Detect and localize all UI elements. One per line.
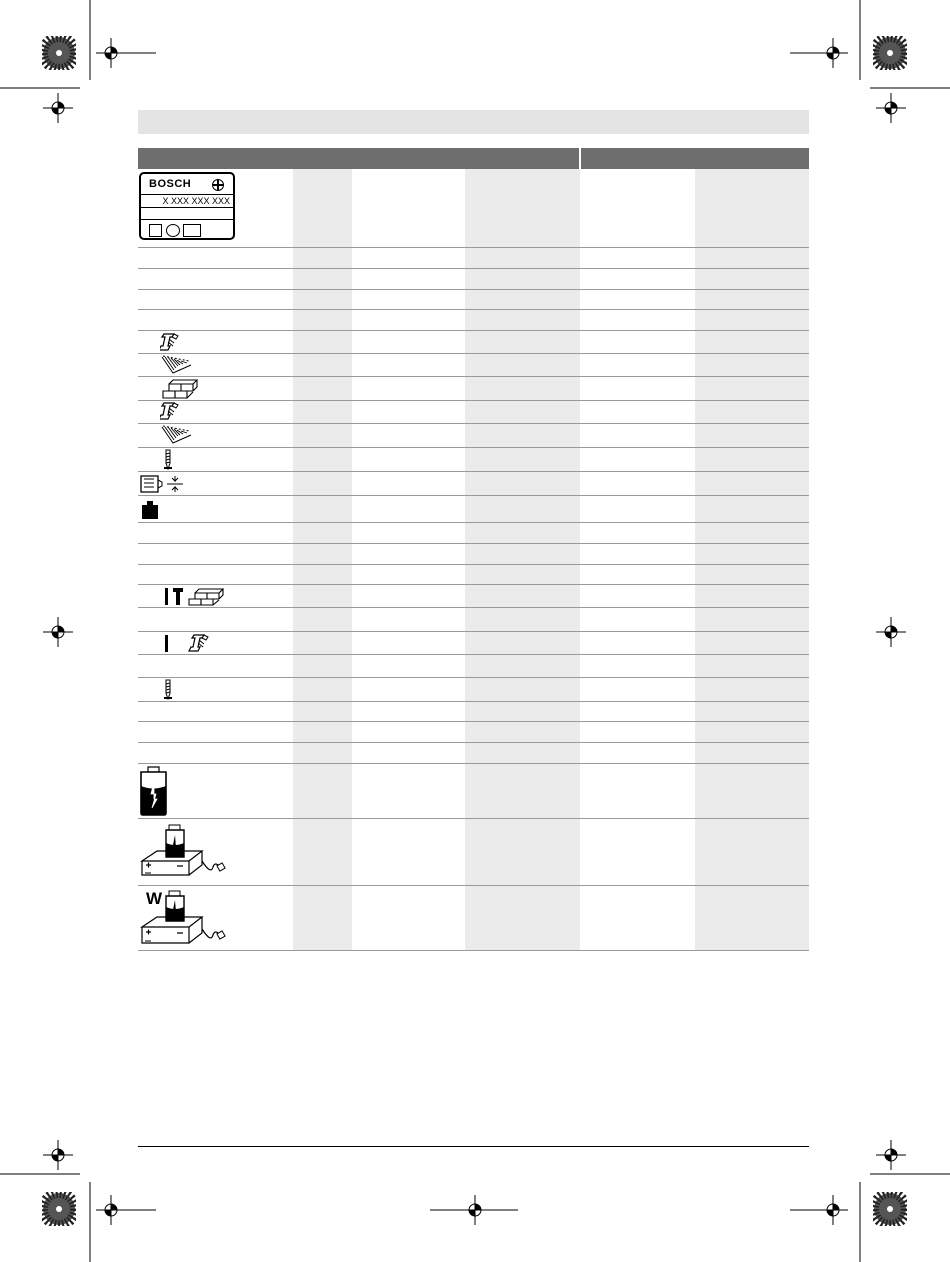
crosshair-mark: [876, 617, 906, 647]
table-row-line: [138, 353, 809, 354]
crop-tick: [430, 1203, 460, 1217]
table-row-line: [138, 950, 809, 951]
weight-icon: [141, 500, 159, 520]
crop-tick: [126, 46, 156, 60]
color-register-wheel: [42, 1192, 76, 1226]
crop-tick: [790, 46, 820, 60]
crosshair-mark: [96, 38, 126, 68]
globe-icon: [212, 179, 224, 191]
table-row-line: [138, 631, 809, 632]
crosshair-mark: [96, 1195, 126, 1225]
charger-wattage-label: W: [146, 889, 163, 908]
table-row-line: [138, 471, 809, 472]
square-symbol-icon: [149, 224, 162, 237]
table-row-line: [138, 423, 809, 424]
screw-icon: [163, 449, 173, 470]
table-row-line: [138, 701, 809, 702]
table-row-line: [138, 677, 809, 678]
table-row-line: [138, 495, 809, 496]
wood-icon: [161, 425, 193, 445]
table-row-line: [138, 447, 809, 448]
table-row-line: [138, 247, 809, 248]
table-row-line: [138, 543, 809, 544]
table-row-line: [138, 654, 809, 655]
table-row-line: [138, 885, 809, 886]
drill-bit-steel-icon: [162, 633, 212, 653]
table-row-line: [138, 584, 809, 585]
table-row-line: [138, 400, 809, 401]
shaded-column: [465, 169, 580, 950]
table-row-line: [138, 309, 809, 310]
crop-tick: [488, 1203, 518, 1217]
nameplate-divider: [141, 219, 233, 220]
charger-icon: [139, 823, 227, 879]
wood-icon: [161, 355, 193, 375]
crosshair-mark: [43, 1140, 73, 1170]
crosshair-mark: [460, 1195, 490, 1225]
rectangle-symbol-icon: [183, 224, 201, 237]
battery-icon: [139, 766, 169, 816]
steel-beam-icon: [160, 333, 180, 351]
table-header-separator: [579, 148, 581, 169]
crop-tick: [126, 1203, 156, 1217]
footer-rule: [138, 1146, 809, 1147]
nameplate-divider: [141, 207, 233, 208]
table-header-band: [138, 148, 809, 169]
nameplate-divider: [141, 194, 233, 195]
bosch-nameplate: [139, 172, 235, 240]
table-row-line: [138, 564, 809, 565]
crosshair-mark: [876, 1140, 906, 1170]
color-register-wheel: [873, 1192, 907, 1226]
table-row-line: [138, 721, 809, 722]
oval-symbol-icon: [166, 224, 180, 237]
steel-beam-icon: [160, 402, 180, 420]
table-row-line: [138, 268, 809, 269]
drill-bit-masonry-icon: [161, 586, 231, 606]
shaded-column: [695, 169, 809, 950]
table-row-line: [138, 522, 809, 523]
crop-tick: [790, 1203, 820, 1217]
screw-icon: [163, 679, 173, 700]
crosshair-mark: [43, 617, 73, 647]
table-row-line: [138, 763, 809, 764]
masonry-icon: [162, 378, 198, 399]
table-row-line: [138, 376, 809, 377]
crosshair-mark: [818, 1195, 848, 1225]
nameplate-number: X XXX XXX XXX: [162, 196, 230, 206]
table-row-line: [138, 818, 809, 819]
table-row-line: [138, 742, 809, 743]
color-register-wheel: [42, 36, 76, 70]
crosshair-mark: [43, 93, 73, 123]
color-register-wheel: [873, 36, 907, 70]
chuck-clamp-icon: [140, 474, 184, 494]
nameplate-brand: BOSCH: [149, 178, 192, 190]
table-row-line: [138, 289, 809, 290]
table-row-line: [138, 330, 809, 331]
shaded-column: [293, 169, 352, 950]
table-row-line: [138, 607, 809, 608]
crosshair-mark: [818, 38, 848, 68]
page-header-band: [138, 110, 809, 134]
crosshair-mark: [876, 93, 906, 123]
